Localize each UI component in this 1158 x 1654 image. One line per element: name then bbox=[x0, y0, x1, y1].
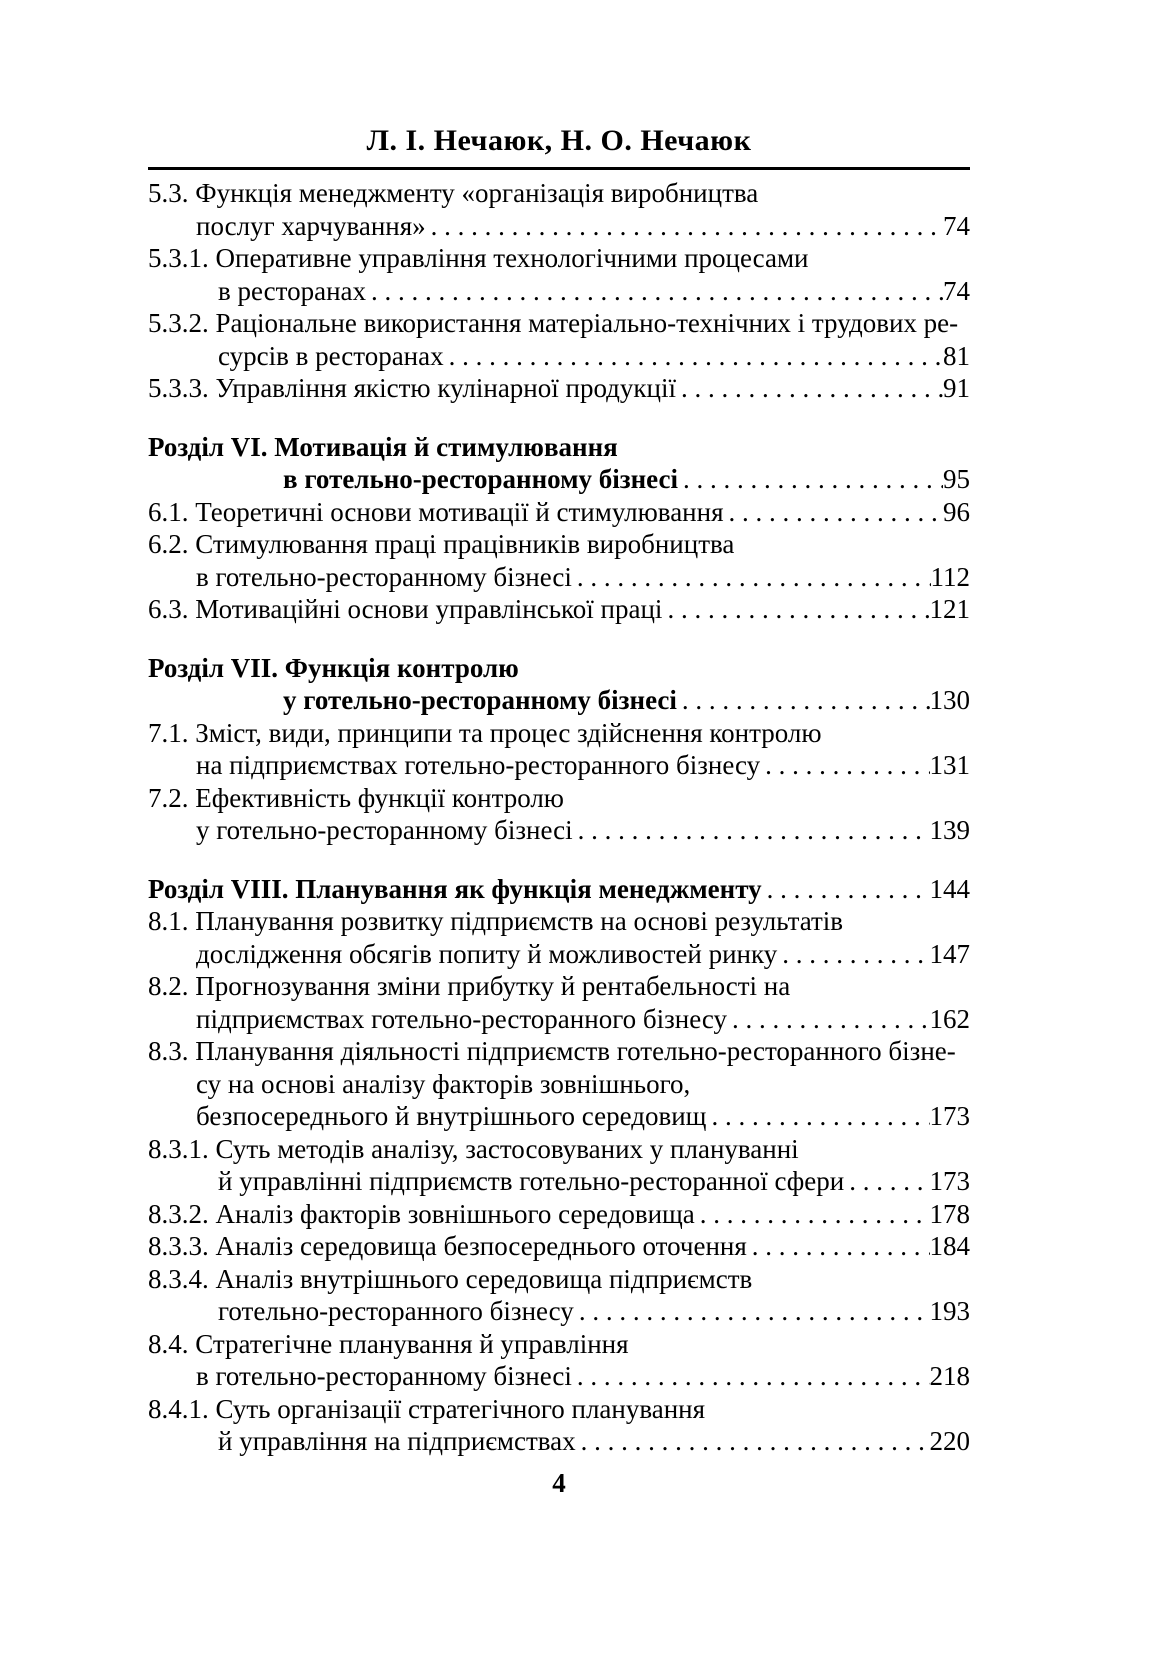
toc-line bbox=[148, 717, 970, 750]
toc-line bbox=[148, 275, 970, 308]
toc-line bbox=[148, 684, 970, 717]
toc-line bbox=[148, 1360, 970, 1393]
toc-entry bbox=[148, 1328, 970, 1393]
toc-page-number: 131 bbox=[929, 750, 970, 780]
dot-leader bbox=[662, 593, 929, 626]
dot-leader bbox=[572, 561, 931, 594]
toc-line bbox=[148, 242, 970, 275]
dot-leader bbox=[760, 749, 929, 782]
toc-entry bbox=[148, 652, 970, 717]
toc-entry-text: 8.3.3. Аналіз середовища безпосереднього оточення bbox=[148, 1231, 747, 1261]
toc-line bbox=[148, 652, 970, 685]
toc-entry-text: на підприємствах готельно-ресторанного бізнесу bbox=[196, 750, 761, 780]
toc-entry-text: й управління на підприємствах bbox=[218, 1426, 576, 1456]
dot-leader bbox=[762, 873, 930, 906]
toc-line bbox=[148, 1165, 970, 1198]
toc-line bbox=[148, 561, 970, 594]
toc-entry-text: 6.3. Мотиваційні основи управлінської праці bbox=[148, 594, 663, 624]
toc-entry-text: підприємствах готельно-ресторанного бізнесу bbox=[196, 1003, 727, 1034]
toc-line bbox=[148, 905, 970, 938]
toc-page-number: 121 bbox=[929, 594, 970, 624]
toc-line bbox=[148, 210, 970, 243]
toc-entry bbox=[148, 782, 970, 847]
table-of-contents bbox=[148, 177, 970, 1458]
toc-entry bbox=[148, 496, 970, 529]
toc-entry-text: дослідження обсягів попиту й можливостей ринку bbox=[196, 938, 778, 969]
toc-page-number: 139 bbox=[929, 815, 970, 845]
toc-line bbox=[148, 782, 970, 815]
toc-entry-text: в готельно-ресторанному бізнесі bbox=[196, 1361, 572, 1391]
toc-line bbox=[148, 528, 970, 561]
toc-entry bbox=[148, 242, 970, 307]
page-number: 4 bbox=[552, 1468, 566, 1498]
toc-line bbox=[148, 307, 970, 340]
dot-leader bbox=[706, 1100, 929, 1133]
toc-entry-text: й управлінні підприємств готельно-ресторанної сфери bbox=[218, 1166, 845, 1196]
authors-heading: Л. І. Нечаюк, Н. О. Нечаюк bbox=[366, 124, 752, 157]
toc-entry-text: Розділ VI. Мотивація й стимулювання bbox=[148, 431, 618, 462]
toc-entry-text: 7.1. Зміст, види, принципи та процес здійснення контролю bbox=[148, 717, 822, 748]
toc-line bbox=[148, 1263, 970, 1296]
dot-leader bbox=[747, 1230, 930, 1263]
dot-leader bbox=[727, 1003, 930, 1036]
toc-entry bbox=[148, 1263, 970, 1328]
toc-page-number: 147 bbox=[929, 938, 970, 969]
toc-entry bbox=[148, 1133, 970, 1198]
toc-entry bbox=[148, 177, 970, 242]
toc-entry-text: в готельно-ресторанному бізнесі bbox=[283, 464, 678, 494]
toc-entry bbox=[148, 372, 970, 405]
toc-page-number: 193 bbox=[929, 1296, 970, 1326]
toc-entry-text: 5.3.1. Оперативне управління технологічними процесами bbox=[148, 243, 809, 273]
toc-line bbox=[148, 749, 970, 782]
toc-entry-text: в готельно-ресторанному бізнесі bbox=[196, 561, 572, 592]
dot-leader bbox=[844, 1165, 929, 1198]
toc-line bbox=[148, 1035, 970, 1068]
dot-leader bbox=[676, 372, 943, 405]
toc-line bbox=[148, 340, 970, 373]
toc-page-number: 112 bbox=[930, 561, 970, 592]
toc-entry-text: 8.2. Прогнозування зміни прибутку й рентабельності на bbox=[148, 971, 791, 1001]
toc-line bbox=[148, 1198, 970, 1231]
toc-entry-text: 7.2. Ефективність функції контролю bbox=[148, 782, 564, 813]
toc-line bbox=[148, 1003, 970, 1036]
dot-leader bbox=[574, 1295, 930, 1328]
dot-leader bbox=[444, 340, 943, 373]
toc-line bbox=[148, 814, 970, 847]
toc-entry bbox=[148, 528, 970, 593]
toc-entry bbox=[148, 717, 970, 782]
toc-page-number: 74 bbox=[943, 210, 970, 241]
toc-entry-text: 5.3. Функція менеджменту «організація виробництва bbox=[148, 178, 759, 208]
toc-page-number: 173 bbox=[929, 1166, 970, 1196]
toc-line bbox=[148, 496, 970, 529]
toc-page-number: 130 bbox=[929, 685, 970, 715]
toc-entry-text: су на основі аналізу факторів зовнішнього, bbox=[196, 1068, 691, 1099]
dot-leader bbox=[724, 496, 944, 529]
toc-line bbox=[148, 372, 970, 405]
toc-entry-text: Розділ VII. Функція контролю bbox=[148, 652, 519, 683]
toc-entry-text: 5.3.3. Управління якістю кулінарної продукції bbox=[148, 373, 676, 403]
dot-leader bbox=[572, 1360, 930, 1393]
toc-entry-text: 8.3. Планування діяльності підприємств готельно-ресторанного бізне- bbox=[148, 1036, 956, 1066]
toc-entry-text: в ресторанах bbox=[218, 275, 366, 306]
toc-entry-text: 5.3.2. Раціональне використання матеріально-технічних і трудових ре- bbox=[148, 308, 959, 338]
toc-entry bbox=[148, 307, 970, 372]
toc-line bbox=[148, 1328, 970, 1361]
toc-page-number: 220 bbox=[929, 1426, 970, 1456]
toc-entry bbox=[148, 970, 970, 1035]
toc-line bbox=[148, 970, 970, 1003]
toc-page-number: 91 bbox=[943, 373, 970, 403]
toc-entry bbox=[148, 873, 970, 906]
dot-leader bbox=[777, 938, 929, 971]
toc-entry-text: Розділ VIII. Планування як функція менеджменту bbox=[148, 873, 762, 904]
toc-line bbox=[148, 1100, 970, 1133]
toc-line bbox=[148, 873, 970, 906]
toc-entry bbox=[148, 1035, 970, 1133]
toc-entry-text: 8.3.4. Аналіз внутрішнього середовища підприємств bbox=[148, 1263, 753, 1294]
toc-page-number: 144 bbox=[929, 873, 970, 904]
toc-page-number: 218 bbox=[929, 1361, 970, 1391]
dot-leader bbox=[695, 1198, 930, 1231]
toc-line bbox=[148, 177, 970, 210]
toc-entry-text: у готельно-ресторанному бізнесі bbox=[283, 685, 677, 715]
toc-page-number: 81 bbox=[943, 340, 970, 371]
toc-entry-text: послуг харчування» bbox=[196, 210, 426, 241]
toc-page-number: 96 bbox=[943, 496, 970, 527]
toc-entry-text: готельно-ресторанного бізнесу bbox=[218, 1296, 574, 1326]
toc-entry bbox=[148, 593, 970, 626]
toc-line bbox=[148, 431, 970, 464]
toc-entry bbox=[148, 1393, 970, 1458]
page-header bbox=[148, 124, 970, 170]
toc-entry-text: 8.3.1. Суть методів аналізу, застосовуваних у плануванні bbox=[148, 1133, 799, 1164]
toc-page-number: 184 bbox=[929, 1231, 970, 1261]
dot-leader bbox=[677, 684, 930, 717]
toc-entry-text: 6.2. Стимулювання праці працівників виробництва bbox=[148, 529, 735, 559]
dot-leader bbox=[573, 814, 930, 847]
dot-leader bbox=[576, 1425, 930, 1458]
toc-entry-text: 8.4.1. Суть організації стратегічного планування bbox=[148, 1393, 706, 1424]
toc-entry bbox=[148, 1198, 970, 1231]
toc-line bbox=[148, 463, 970, 496]
dot-leader bbox=[366, 275, 943, 308]
toc-line bbox=[148, 593, 970, 626]
toc-line bbox=[148, 1068, 970, 1101]
toc-line bbox=[148, 1393, 970, 1426]
toc-entry-text: 6.1. Теоретичні основи мотивації й стимулювання bbox=[148, 496, 724, 527]
toc-entry-text: безпосереднього й внутрішнього середовищ bbox=[196, 1101, 707, 1131]
toc-page-number: 173 bbox=[929, 1101, 970, 1131]
toc-entry-text: 8.3.2. Аналіз факторів зовнішнього середовища bbox=[148, 1198, 695, 1229]
dot-leader bbox=[678, 463, 943, 496]
toc-line bbox=[148, 1425, 970, 1458]
toc-line bbox=[148, 938, 970, 971]
toc-line bbox=[148, 1295, 970, 1328]
toc-entry-text: 8.4. Стратегічне планування й управління bbox=[148, 1328, 629, 1359]
toc-entry bbox=[148, 431, 970, 496]
toc-page-number: 162 bbox=[929, 1003, 970, 1034]
page-content bbox=[148, 124, 970, 1458]
toc-line bbox=[148, 1230, 970, 1263]
toc-entry bbox=[148, 1230, 970, 1263]
toc-entry-text: 8.1. Планування розвитку підприємств на основі результатів bbox=[148, 906, 844, 936]
toc-page-number: 178 bbox=[929, 1198, 970, 1229]
toc-page-number: 95 bbox=[943, 464, 970, 494]
dot-leader bbox=[426, 210, 943, 243]
toc-entry bbox=[148, 905, 970, 970]
toc-entry-text: сурсів в ресторанах bbox=[218, 340, 444, 371]
page-footer bbox=[148, 1468, 970, 1499]
toc-entry-text: у готельно-ресторанному бізнесі bbox=[196, 815, 573, 845]
toc-page-number: 74 bbox=[943, 275, 970, 306]
toc-line bbox=[148, 1133, 970, 1166]
